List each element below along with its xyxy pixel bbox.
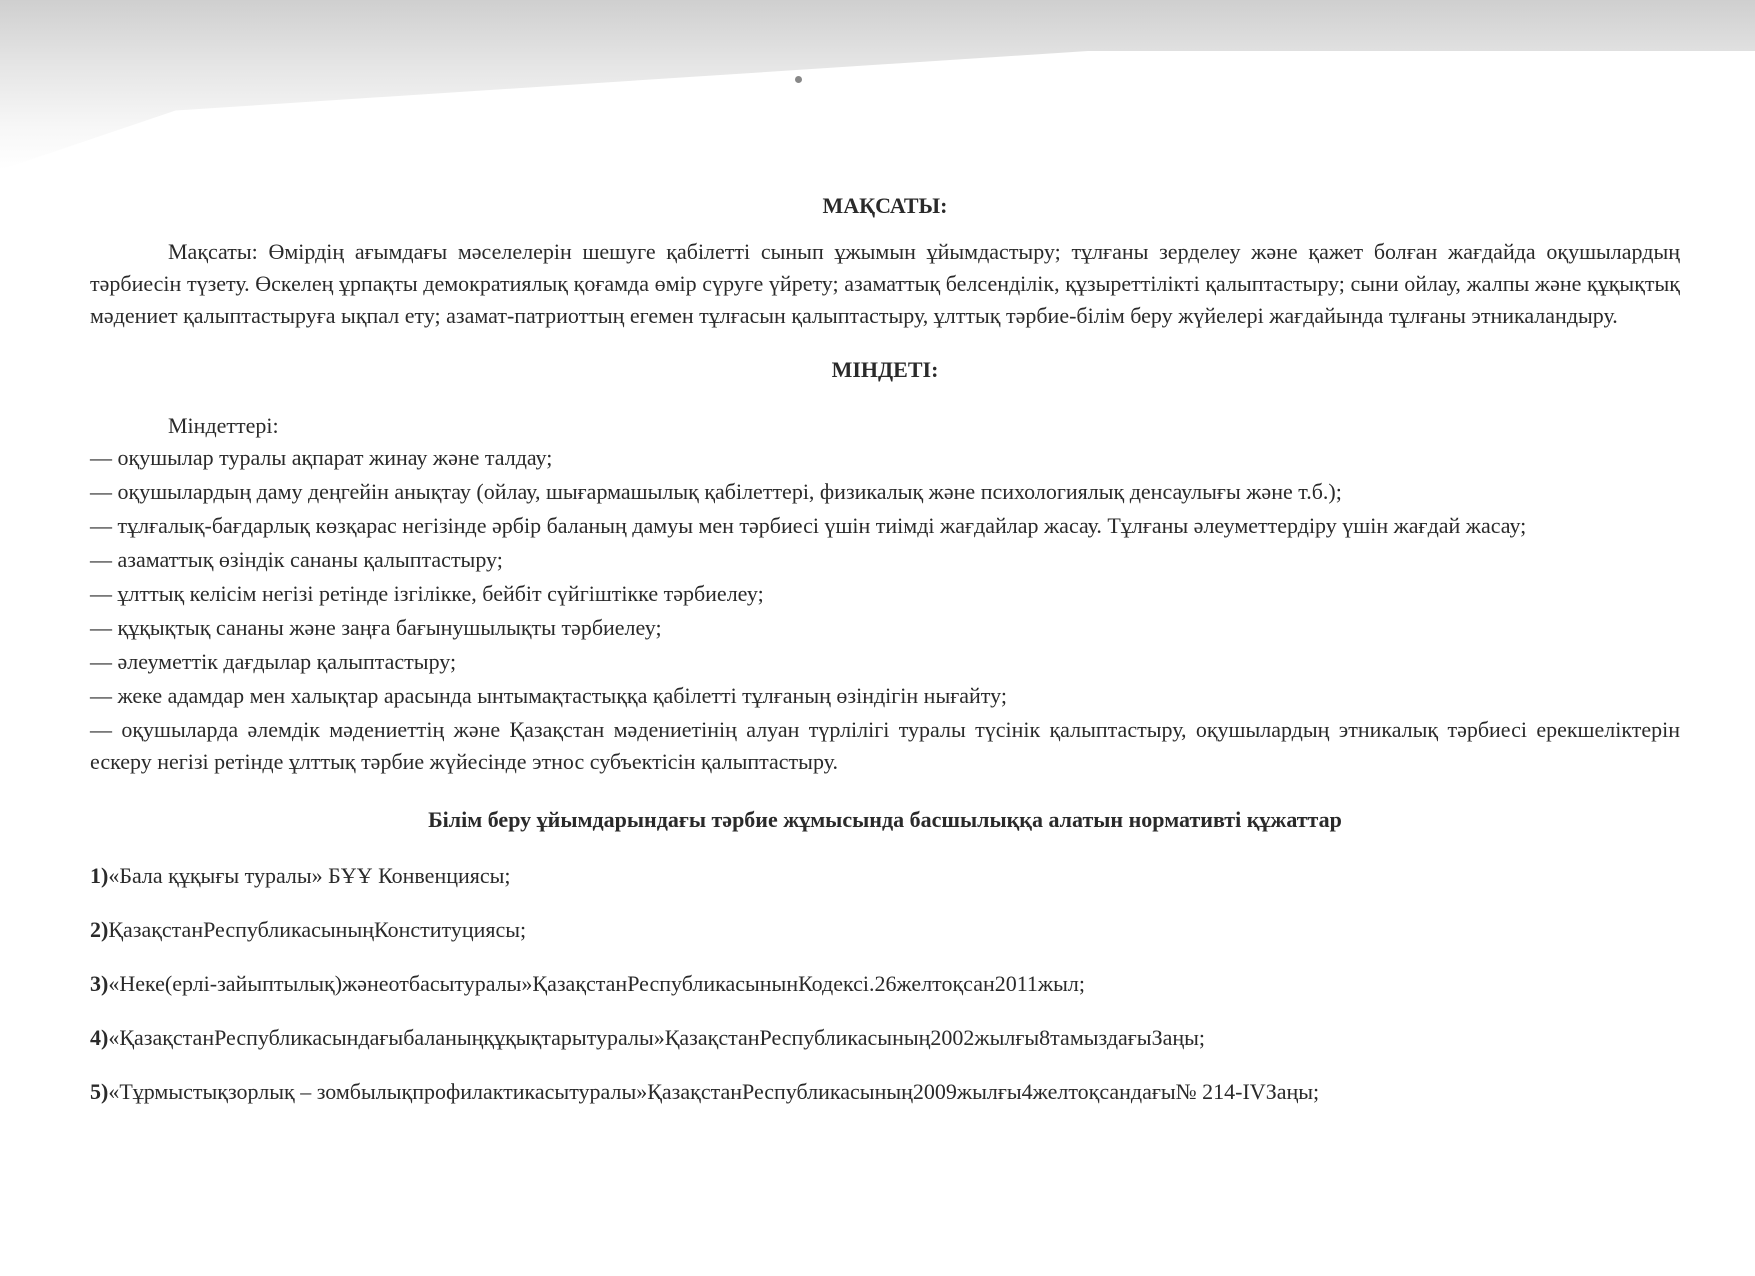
doc-item [90,1076,1680,1108]
doc-title: «Неке(ерлі-зайыптылық)жәнеотбасытуралы»ҚазақстанРеспубликасынынКодексі.26желтоқсан2011жыл; [108,971,1086,996]
task-item: — құқықтық сананы және заңға бағынушылықты тәрбиелеу; [90,615,662,640]
task-item: — азаматтық өзіндік сананы қалыптастыру; [90,547,503,572]
goal-heading: МАҚСАТЫ: [822,193,948,218]
doc-title: «Бала құқығы туралы» БҰҰ Конвенциясы; [108,863,511,888]
task-item: — оқушыларда әлемдік мәдениеттің және Қазақстан мәдениетінің алуан түрлілігі туралы түсінік қалыптастыру, оқушылардың этникалық тәрбиесі ерекшеліктерін ескеру негізі ретінде ұлттық тәрбие жүйесінде этнос субъектісін қалыптастыру. [90,717,1680,774]
doc-item [90,914,1680,946]
task-item: — оқушылар туралы ақпарат жинау және талдау; [90,445,553,470]
doc-number: 3) [90,971,109,996]
task-item: — ұлттық келісім негізі ретінде ізгілікке, бейбіт сүйгіштікке тәрбиелеу; [90,581,764,606]
task-item: — жеке адамдар мен халықтар арасында ынтымақтастыққа қабілетті тұлғаның өзіндігін нығайту; [90,683,1007,708]
doc-number: 5) [90,1079,109,1104]
doc-item [90,1022,1680,1054]
docs-heading: Білім беру ұйымдарындағы тәрбие жұмысында басшылыққа алатын нормативті құжаттар [428,807,1342,832]
doc-title: ҚазақстанРеспубликасыныңКонституциясы; [108,917,527,942]
doc-title: «ҚазақстанРеспубликасындағыбаланыңқұқықтарытуралы»ҚазақстанРеспубликасының2002жылғы8тамыздағыЗаңы; [108,1025,1206,1050]
task-list [90,442,1680,778]
document-page [90,190,1680,1130]
scan-edge-shadow [0,0,1755,170]
task-item: — әлеуметтік дағдылар қалыптастыру; [90,649,457,674]
doc-list [90,860,1680,1108]
doc-title: «Тұрмыстықзорлық – зомбылықпрофилактикасытуралы»ҚазақстанРеспубликасының2009жылғы4желтоқсандағы№ 214-IVЗаңы; [108,1079,1320,1104]
task-item: — тұлғалық-бағдарлық көзқарас негізінде әрбір баланың дамуы мен тәрбиесі үшін тиімді жағдайлар жасау. Тұлғаны әлеуметтердіру үшін жағдай жасау; [90,513,1527,538]
tasks-heading: МІНДЕТІ: [831,357,939,382]
doc-number: 2) [90,917,109,942]
scan-speck [795,76,802,83]
goal-paragraph: Мақсаты: Өмірдің ағымдағы мәселелерін шешуге қабілетті сынып ұжымын ұйымдастыру; тұлғаны зерделеу және қажет болған жағдайда оқушылардың тәрбиесін түзету. Өскелең ұрпақты демократиялық қоғамда өмір сүруге үйрету; азаматтық белсенділік, құзыреттілікті қалыптастыру; сыни ойлау, жалпы және құқықтық мәдениет қалыптастыруға ықпал ету; азамат-патриоттың егемен тұлғасын қалыптастыру, ұлттық тәрбие-білім беру жүйелері жағдайында тұлғаны этникаландыру. [90,239,1680,328]
doc-number: 1) [90,863,109,888]
tasks-intro: Міндеттері: [168,413,279,438]
doc-item [90,860,1680,892]
task-item: — оқушылардың даму деңгейін анықтау (ойлау, шығармашылық қабілеттері, физикалық және психологиялық денсаулығы және т.б.); [90,479,1342,504]
doc-number: 4) [90,1025,109,1050]
doc-item [90,968,1680,1000]
